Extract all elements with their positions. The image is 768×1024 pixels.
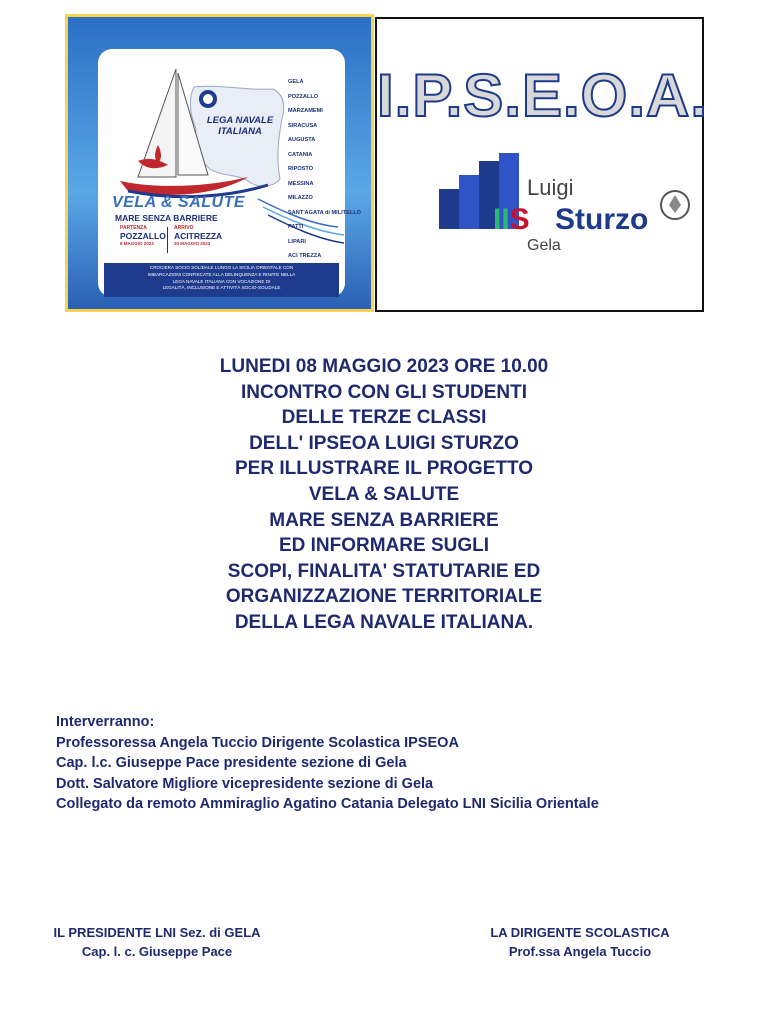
- iis-letters: II: [493, 203, 510, 236]
- logo-footer-caption: [104, 263, 339, 297]
- port-item: AUGUSTA: [288, 137, 316, 143]
- port-item: CATANIA: [288, 151, 313, 158]
- project-title: VELA & SALUTE: [112, 194, 246, 211]
- announcement-line: VELA & SALUTE: [308, 483, 460, 505]
- signature-role: LA DIRIGENTE SCOLASTICA: [490, 925, 670, 940]
- port-item: RIPOSTO: [288, 166, 314, 172]
- departure-block: [120, 225, 166, 246]
- signature-role: IL PRESIDENTE LNI Sez. di GELA: [53, 925, 261, 940]
- announcement-line: MARE SENZA BARRIERE: [269, 509, 499, 531]
- port-item: GELA: [288, 79, 304, 85]
- route-divider: [167, 227, 168, 253]
- ipseoa-logo: [375, 17, 709, 312]
- speakers-heading: Interverranno:: [56, 714, 155, 730]
- iis-prefix: [493, 203, 530, 237]
- arrival-place: ACITREZZA: [174, 231, 223, 241]
- port-item: LIPARI: [288, 238, 306, 245]
- announcement-line: DELLE TERZE CLASSI: [281, 407, 487, 429]
- signature-name: Prof.ssa Angela Tuccio: [508, 944, 652, 959]
- announcement-line: INCONTRO CON GLI STUDENTI: [240, 381, 528, 403]
- arrival-date: 30 MAGGIO 2023: [174, 241, 211, 246]
- port-item: SIRACUSA: [288, 122, 318, 129]
- logo-card: [98, 49, 362, 297]
- signature-principal: [480, 923, 680, 961]
- logo-background: [68, 17, 371, 309]
- school-city: Gela: [527, 237, 561, 254]
- speaker-line: Cap. l.c. Giuseppe Pace presidente sezione di Gela: [56, 755, 407, 772]
- footer-line: LEGA NAVALE ITALIANA CON VOCAZIONE DI: [172, 278, 271, 284]
- port-item: PATTI: [288, 224, 304, 230]
- vela-salute-logo: [65, 14, 374, 312]
- announcement-line: DELLA LEGA NAVALE ITALIANA.: [234, 611, 534, 633]
- footer-line: CROCIERA SOCIO SOLIDALE LUNGO LA SICILIA ORIENTALE CON: [149, 265, 294, 270]
- project-subtitle: MARE SENZA BARRIERE: [115, 213, 218, 223]
- announcement-text: [150, 354, 618, 636]
- arrival-block: [174, 225, 222, 246]
- footer-line: IMBARCAZIONI CONFISCATE ALLA DELINQUENZA E RINATE NELLA: [147, 271, 296, 277]
- port-item: ACI TREZZA: [288, 253, 322, 259]
- route-ports-list: [288, 75, 362, 264]
- ipseoa-title: I.P.S.E.O.A.: [377, 62, 709, 129]
- speaker-line: Professoressa Angela Tuccio Dirigente Scolastica IPSEOA: [56, 734, 459, 751]
- departure-label: PARTENZA: [120, 225, 147, 231]
- port-item: MESSINA: [288, 180, 314, 187]
- announcement-line: LUNEDI 08 MAGGIO 2023 ORE 10.00: [219, 356, 549, 377]
- signature-president: [52, 923, 262, 961]
- school-first-name: Luigi: [527, 175, 574, 200]
- speaker-line: Collegato da remoto Ammiraglio Agatino Catania Delegato LNI Sicilia Orientale: [56, 796, 599, 813]
- announcement-line: ORGANIZZAZIONE TERRITORIALE: [225, 586, 543, 608]
- announcement-line: DELL' IPSEOA LUIGI STURZO: [249, 432, 519, 454]
- speakers-list: [56, 712, 716, 815]
- school-surname: Sturzo: [555, 203, 649, 236]
- port-item: SANT'AGATA di MILITELLO: [288, 209, 362, 216]
- footer-line: LEGALITÀ, INCLUSIONE E ATTIVITÀ SOCIO-SOLIDALE: [162, 285, 281, 291]
- port-item: MARZAMEMI: [288, 108, 323, 114]
- departure-date: 8 MAGGIO 2023: [120, 241, 154, 246]
- lni-name: LEGA NAVALE ITALIANA: [206, 115, 274, 137]
- announcement-line: PER ILLUSTRARE IL PROGETTO: [234, 458, 534, 480]
- iis-s-letter: S: [509, 203, 530, 236]
- departure-place: POZZALLO: [120, 231, 166, 241]
- announcement-line: ED INFORMARE SUGLI: [278, 535, 490, 557]
- speaker-line: Dott. Salvatore Migliore vicepresidente sezione di Gela: [56, 775, 434, 792]
- announcement-line: SCOPI, FINALITA' STATUTARIE ED: [227, 560, 541, 582]
- signature-name: Cap. l. c. Giuseppe Pace: [81, 944, 233, 959]
- port-item: POZZALLO: [288, 93, 319, 100]
- port-item: MILAZZO: [288, 195, 313, 201]
- arrival-label: ARRIVO: [174, 225, 194, 231]
